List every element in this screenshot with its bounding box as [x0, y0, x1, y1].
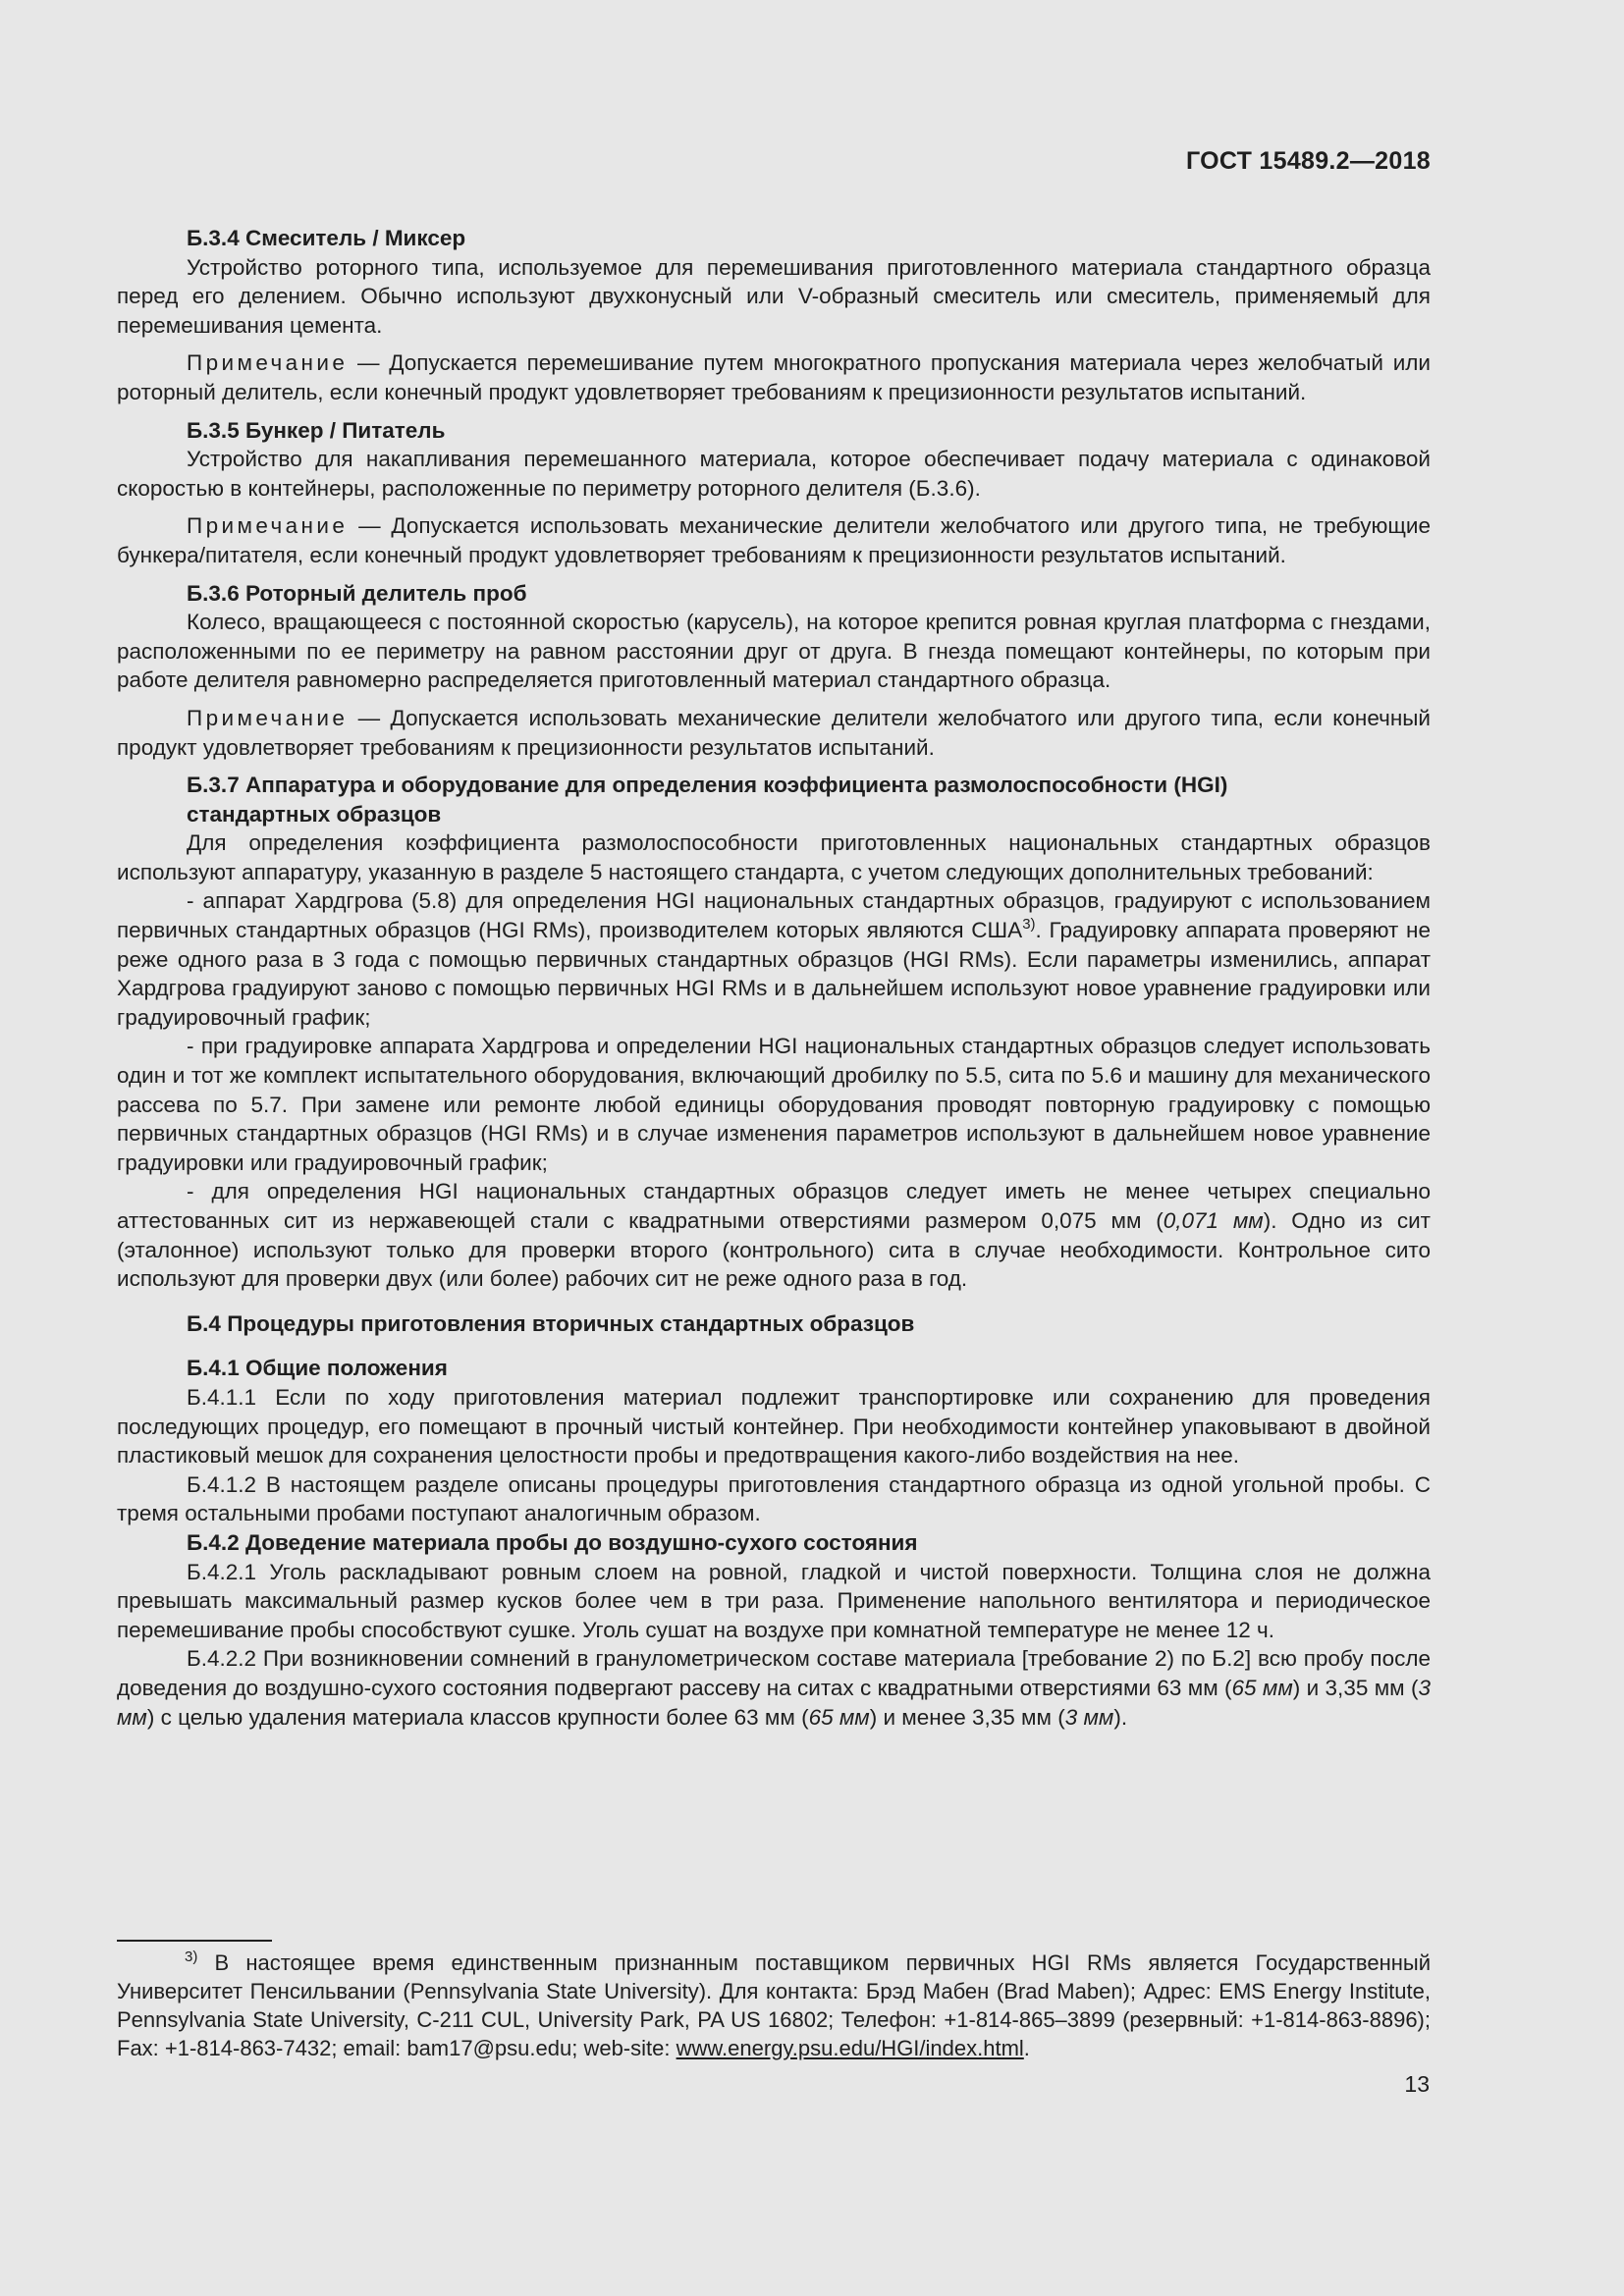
list-item-text: - для определения HGI национальных стандартных образцов следует иметь не менее четырех специально аттестованных сит из нержавеющей стали с квадратными отверстиями размером 0,075 мм (: [117, 1179, 1431, 1233]
italic-value: 65 мм: [1231, 1675, 1293, 1700]
note-label: Примечание: [187, 350, 349, 376]
note-label: Примечание: [187, 513, 349, 539]
footnote: [117, 1949, 1431, 2062]
note-label: Примечание: [187, 705, 349, 730]
footnote-text: В настоящее время единственным признанным поставщиком первичных HGI RMs является Государственный Университет Пенсильвании (Pennsylvania State University). Для контакта: Брэд Мабен (Brad Maben); Адрес: EMS Energy Institute, Pennsylvania State University, C-211 CUL, University Park, PA US 16802; Телефон: +1-814-865–3899 (резервный: +1-814-863-8896); Fax: +1-814-863-7432; email: bam17@psu.edu; web-site:: [117, 1950, 1431, 2060]
section-heading-b42: Б.4.2 Доведение материала пробы до воздушно-сухого состояния: [187, 1529, 918, 1555]
footnote-divider: [117, 1940, 272, 1942]
paragraph-b421: Б.4.2.1 Уголь раскладывают ровным слоем на ровной, гладкой и чистой поверхности. Толщина слоя не должна превышать максимальный размер кусков более чем в три раза. Применение напольного вентилятора и периодическое перемешивание пробы способствуют сушке. Уголь сушат на воздухе при комнатной температуре не менее 12 ч.: [117, 1559, 1431, 1642]
section-heading-b37-line1: Б.3.7 Аппаратура и оборудование для определения коэффициента размолоспособности (HGI): [187, 773, 1228, 798]
note-text: — Допускается перемешивание путем многократного пропускания материала через желобчатый или роторный делитель, если конечный продукт удовлетворяет требованиям к прецизионности результатов испытаний.: [117, 350, 1431, 404]
italic-value: 0,071 мм: [1163, 1208, 1264, 1233]
section-heading-b4: Б.4 Процедуры приготовления вторичных стандартных образцов: [187, 1310, 915, 1336]
footnote-paragraph: [117, 1949, 1431, 2062]
paragraph-b411: Б.4.1.1 Если по ходу приготовления материал подлежит транспортировке или сохранению для проведения последующих процедур, его помещают в прочный чистый контейнер. При необходимости контейнер упаковывают в двойной пластиковый мешок для сохранения целостности пробы и предотвращения какого-либо воздействия на нее.: [117, 1384, 1431, 1468]
section-body-b36: Колесо, вращающееся с постоянной скоростью (карусель), на которое крепится ровная круглая платформа с гнездами, расположенными по ее периметру на равном расстоянии друг от друга. В гнезда помещают контейнеры, по которым при работе делителя равномерно распределяется приготовленный материал стандартного образца.: [117, 610, 1431, 693]
website-link[interactable]: www.energy.psu.edu/HGI/index.html: [676, 2036, 1024, 2060]
main-content: [117, 224, 1431, 1732]
note-b34: [117, 348, 1431, 406]
section-heading-b41: Б.4.1 Общие положения: [187, 1356, 448, 1381]
list-item-text: . Градуировку аппарата проверяют не реже одного раза в 3 года с помощью первичных стандартных образцов (HGI RMs). Если параметры изменились, аппарат Хардгрова градуируют заново с помощью первичных HGI RMs и в дальнейшем используют новое уравнение градуировки или градуировочный график;: [117, 918, 1431, 1030]
paragraph-text: ) с целью удаления материала классов крупности более 63 мм (: [146, 1704, 809, 1730]
document-code: ГОСТ 15489.2—2018: [1185, 147, 1431, 175]
section-body-b34: Устройство роторного типа, используемое для перемешивания приготовленного материала стандартного образца перед его делением. Обычно используют двухконусный или V-образный смеситель или смеситель, применяемый для перемешивания цемента.: [117, 254, 1431, 338]
note-text: — Допускается использовать механические делители желобчатого или другого типа, не требующие бункера/питателя, если конечный продукт удовлетворяет требованиям к прецизионности результатов испытаний.: [117, 513, 1431, 567]
paragraph-text: Б.4.2.2 При возникновении сомнений в гранулометрическом составе материала [требование 2) по Б.2] всю пробу после доведения до воздушно-сухого состояния подвергают рассеву на ситах с квадратными отверстиями 63 мм (: [117, 1646, 1431, 1700]
page-number: 13: [1404, 2071, 1430, 2097]
section-intro-b37: Для определения коэффициента размолоспособности приготовленных национальных стандартных образцов используют аппаратуру, указанную в разделе 5 настоящего стандарта, с учетом следующих дополнительных требований:: [117, 830, 1431, 884]
note-b35: [117, 511, 1431, 569]
list-item-text: ). Одно из сит (эталонное) используют только для проверки второго (контрольного) сита в случае необходимости. Контрольное сито используют для проверки двух (или более) рабочих сит не реже одного раза в год.: [117, 1208, 1431, 1292]
section-heading-b36: Б.3.6 Роторный делитель проб: [187, 580, 527, 606]
paragraph-text: ) и менее 3,35 мм (: [869, 1704, 1065, 1730]
italic-value: 3 мм: [117, 1675, 1431, 1730]
list-item-b37-2: - при градуировке аппарата Хардгрова и определении HGI национальных стандартных образцов следует использовать один и тот же комплект испытательного оборудования, включающий дробилку по 5.5, сита по 5.6 и машину для механического рассева по 5.7. При замене или ремонте любой единицы оборудования проводят повторную градуировку с помощью первичных стандартных образцов (HGI RMs) и в случае изменения параметров используют в дальнейшем новое уравнение градуировки или градуировочный график;: [117, 1034, 1431, 1175]
footnote-marker: 3): [185, 1949, 198, 1965]
note-text: — Допускается использовать механические делители желобчатого или другого типа, если конечный продукт удовлетворяет требованиям к прецизионности результатов испытаний.: [117, 705, 1431, 760]
footnote-end: .: [1023, 2036, 1030, 2060]
footnote-reference: 3): [1022, 916, 1036, 934]
section-heading-b35: Б.3.5 Бункер / Питатель: [187, 417, 446, 443]
section-heading-b34: Б.3.4 Смеситель / Миксер: [187, 226, 466, 250]
paragraph-b422: [117, 1644, 1431, 1732]
section-heading-b37-line2: стандартных образцов: [187, 801, 442, 827]
paragraph-text: ) и 3,35 мм (: [1292, 1675, 1419, 1700]
list-item-b37-1: [117, 886, 1431, 1032]
italic-value: 65 мм: [808, 1704, 870, 1730]
paragraph-text: ).: [1113, 1704, 1128, 1730]
list-item-text: - аппарат Хардгрова (5.8) для определения HGI национальных стандартных образцов, градуируют с использованием первичных стандартных образцов (HGI RMs), производителем которых являются США: [117, 888, 1431, 943]
section-body-b35: Устройство для накапливания перемешанного материала, которое обеспечивает подачу материала с одинаковой скоростью в контейнеры, расположенные по периметру роторного делителя (Б.3.6).: [117, 447, 1431, 501]
list-item-b37-3: [117, 1177, 1431, 1293]
italic-value: 3 мм: [1064, 1704, 1114, 1730]
note-b36: [117, 704, 1431, 762]
paragraph-b412: Б.4.1.2 В настоящем разделе описаны процедуры приготовления стандартного образца из одной угольной пробы. С тремя остальными пробами поступают аналогичным образом.: [117, 1471, 1431, 1526]
